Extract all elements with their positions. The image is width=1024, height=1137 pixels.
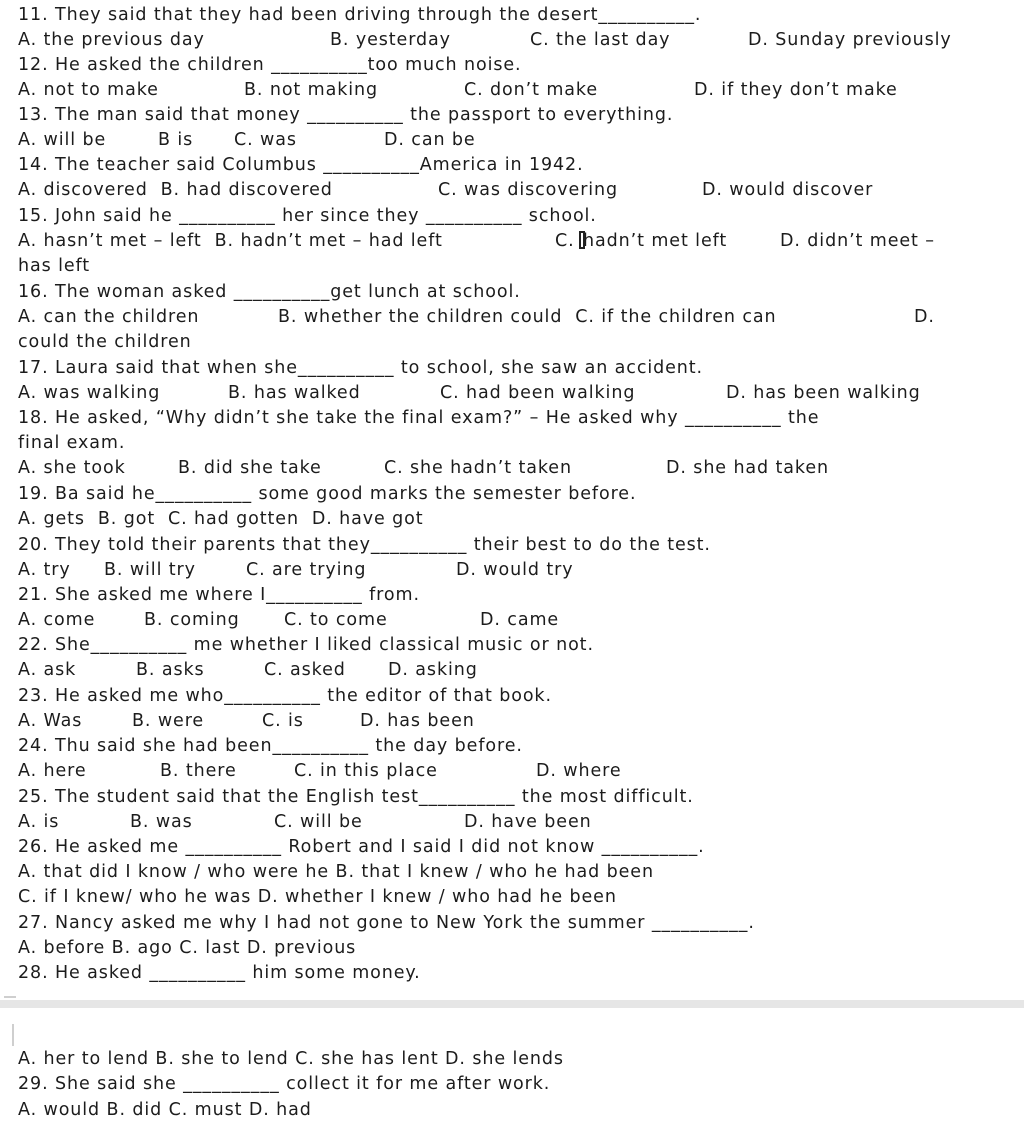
option-a: A. not to make [18, 80, 159, 100]
option-b: B. asks [136, 660, 205, 680]
option-d: D. where [536, 761, 622, 781]
question-20 [18, 533, 1008, 558]
question-text: 23. He asked me who__________ the editor of that book. [18, 686, 552, 706]
option-c: C. are trying [246, 560, 367, 580]
question-18 [18, 406, 1008, 431]
option-d-continued: has left [18, 256, 91, 276]
option-d: D. she had taken [666, 458, 829, 478]
question-text: 29. She said she __________ collect it for me after work. [18, 1074, 551, 1094]
option-a: A. here [18, 761, 87, 781]
option-d: D. has been [360, 711, 475, 731]
option-a: A. come [18, 610, 96, 630]
question-text: 26. He asked me __________ Robert and I said I did not know __________. [18, 837, 705, 857]
option-c: C. the last day [530, 30, 671, 50]
question-text: 21. She asked me where I__________ from. [18, 585, 420, 605]
question-text: 11. They said that they had been driving through the desert__________. [18, 5, 702, 25]
option-d: D. Sunday previously [748, 30, 952, 50]
options-text: A. before B. ago C. last D. previous [18, 938, 357, 958]
option-a: A. the previous day [18, 30, 205, 50]
options-17 [18, 381, 1008, 406]
options-text: A. gets B. got C. had gotten D. have got [18, 509, 424, 529]
option-a: A. she took [18, 458, 126, 478]
option-b: B. were [132, 711, 205, 731]
question-text-continued: final exam. [18, 433, 126, 453]
question-24 [18, 734, 1008, 759]
options-29 [18, 1098, 1008, 1123]
option-c: C. will be [274, 812, 363, 832]
options-26-cd [18, 885, 1008, 910]
option-d: D. came [480, 610, 560, 630]
option-b: B. will try [104, 560, 196, 580]
option-d: D. asking [388, 660, 478, 680]
question-17 [18, 356, 1008, 381]
option-d: D. if they don’t make [694, 80, 898, 100]
option-b-c: B. whether the children could C. if the children can [278, 307, 777, 327]
options-28 [18, 1047, 1008, 1072]
option-c: C. had been walking [440, 383, 636, 403]
option-a: A. ask [18, 660, 77, 680]
question-18-continued [18, 431, 1008, 456]
option-a-b: A. discovered B. had discovered [18, 180, 333, 200]
options-14 [18, 178, 1008, 203]
options-text: A. would B. did C. must D. had [18, 1100, 312, 1120]
options-21 [18, 608, 1008, 633]
question-text: 19. Ba said he__________ some good marks the semester before. [18, 484, 637, 504]
question-text: 28. He asked __________ him some money. [18, 963, 421, 983]
question-27 [18, 911, 1008, 936]
question-text: 15. John said he __________ her since they __________ school. [18, 206, 597, 226]
option-c: C. don’t make [464, 80, 598, 100]
option-d: D. have been [464, 812, 592, 832]
question-11 [18, 3, 1008, 28]
question-21 [18, 583, 1008, 608]
option-a: A. will be [18, 130, 107, 150]
option-d: D. would try [456, 560, 574, 580]
option-a: A. can the children [18, 307, 200, 327]
question-text: 17. Laura said that when she__________ to school, she saw an accident. [18, 358, 703, 378]
question-25 [18, 785, 1008, 810]
option-b: B. did she take [178, 458, 322, 478]
question-text: 25. The student said that the English test__________ the most difficult. [18, 787, 694, 807]
question-28 [18, 961, 1008, 986]
question-13 [18, 103, 1008, 128]
option-b: B. there [160, 761, 237, 781]
question-text: 13. The man said that money __________ the passport to everything. [18, 105, 674, 125]
question-text: 12. He asked the children __________too much noise. [18, 55, 522, 75]
options-text: A. her to lend B. she to lend C. she has lent D. she lends [18, 1049, 564, 1069]
option-c-text: hadn’t met left [583, 231, 728, 251]
option-d: D. can be [384, 130, 476, 150]
options-22 [18, 658, 1008, 683]
option-c: C. in this place [294, 761, 438, 781]
question-text: 18. He asked, “Why didn’t she take the final exam?” – He asked why __________ the [18, 408, 820, 428]
question-text: 20. They told their parents that they__________ their best to do the test. [18, 535, 711, 555]
question-14 [18, 153, 1008, 178]
option-d: D. would discover [702, 180, 874, 200]
question-text: 24. Thu said she had been__________ the day before. [18, 736, 523, 756]
options-20 [18, 558, 1008, 583]
question-22 [18, 633, 1008, 658]
option-b: B. has walked [228, 383, 361, 403]
option-b: B. was [130, 812, 193, 832]
question-29 [18, 1072, 1008, 1097]
options-25 [18, 810, 1008, 835]
option-a: A. Was [18, 711, 83, 731]
option-c: C. she hadn’t taken [384, 458, 572, 478]
options-15-continued [18, 254, 1008, 279]
option-c [555, 229, 727, 254]
options-26-ab [18, 860, 1008, 885]
options-16-continued [18, 330, 1008, 355]
options-11 [18, 28, 1008, 53]
question-text: 27. Nancy asked me why I had not gone to New York the summer __________. [18, 913, 755, 933]
question-16 [18, 280, 1008, 305]
question-23 [18, 684, 1008, 709]
option-a: A. try [18, 560, 71, 580]
options-13 [18, 128, 1008, 153]
question-12 [18, 53, 1008, 78]
page-break-divider [0, 1000, 1024, 1008]
option-d-continued: could the children [18, 332, 192, 352]
options-15 [18, 229, 1008, 254]
option-c-label: C. [555, 231, 582, 251]
options-23 [18, 709, 1008, 734]
options-16 [18, 305, 1008, 330]
page-break-mark [4, 996, 16, 998]
option-a-b: A. hasn’t met – left B. hadn’t met – had left [18, 231, 443, 251]
options-24 [18, 759, 1008, 784]
option-b: B. yesterday [330, 30, 451, 50]
option-d: D. has been walking [726, 383, 921, 403]
options-19 [18, 507, 1008, 532]
option-b: B. not making [244, 80, 379, 100]
option-a: A. is [18, 812, 60, 832]
option-c: C. asked [264, 660, 346, 680]
option-d: D. [914, 307, 935, 327]
option-d: D. didn’t meet – [780, 231, 935, 251]
option-c: C. is [262, 711, 304, 731]
option-b: B. coming [144, 610, 240, 630]
question-26 [18, 835, 1008, 860]
question-19 [18, 482, 1008, 507]
option-c: C. was discovering [438, 180, 619, 200]
text-cursor-icon [579, 231, 585, 249]
question-15 [18, 204, 1008, 229]
options-12 [18, 78, 1008, 103]
option-c: C. to come [284, 610, 388, 630]
options-18 [18, 456, 1008, 481]
options-27 [18, 936, 1008, 961]
options-text: A. that did I know / who were he B. that I knew / who he had been [18, 862, 654, 882]
question-text: 16. The woman asked __________get lunch at school. [18, 282, 521, 302]
option-c: C. was [234, 130, 297, 150]
question-text: 22. She__________ me whether I liked classical music or not. [18, 635, 594, 655]
question-text: 14. The teacher said Columbus __________America in 1942. [18, 155, 584, 175]
options-text: C. if I knew/ who he was D. whether I knew / who had he been [18, 887, 617, 907]
option-b: B is [158, 130, 194, 150]
option-a: A. was walking [18, 383, 161, 403]
page-break-mark [12, 1024, 14, 1046]
